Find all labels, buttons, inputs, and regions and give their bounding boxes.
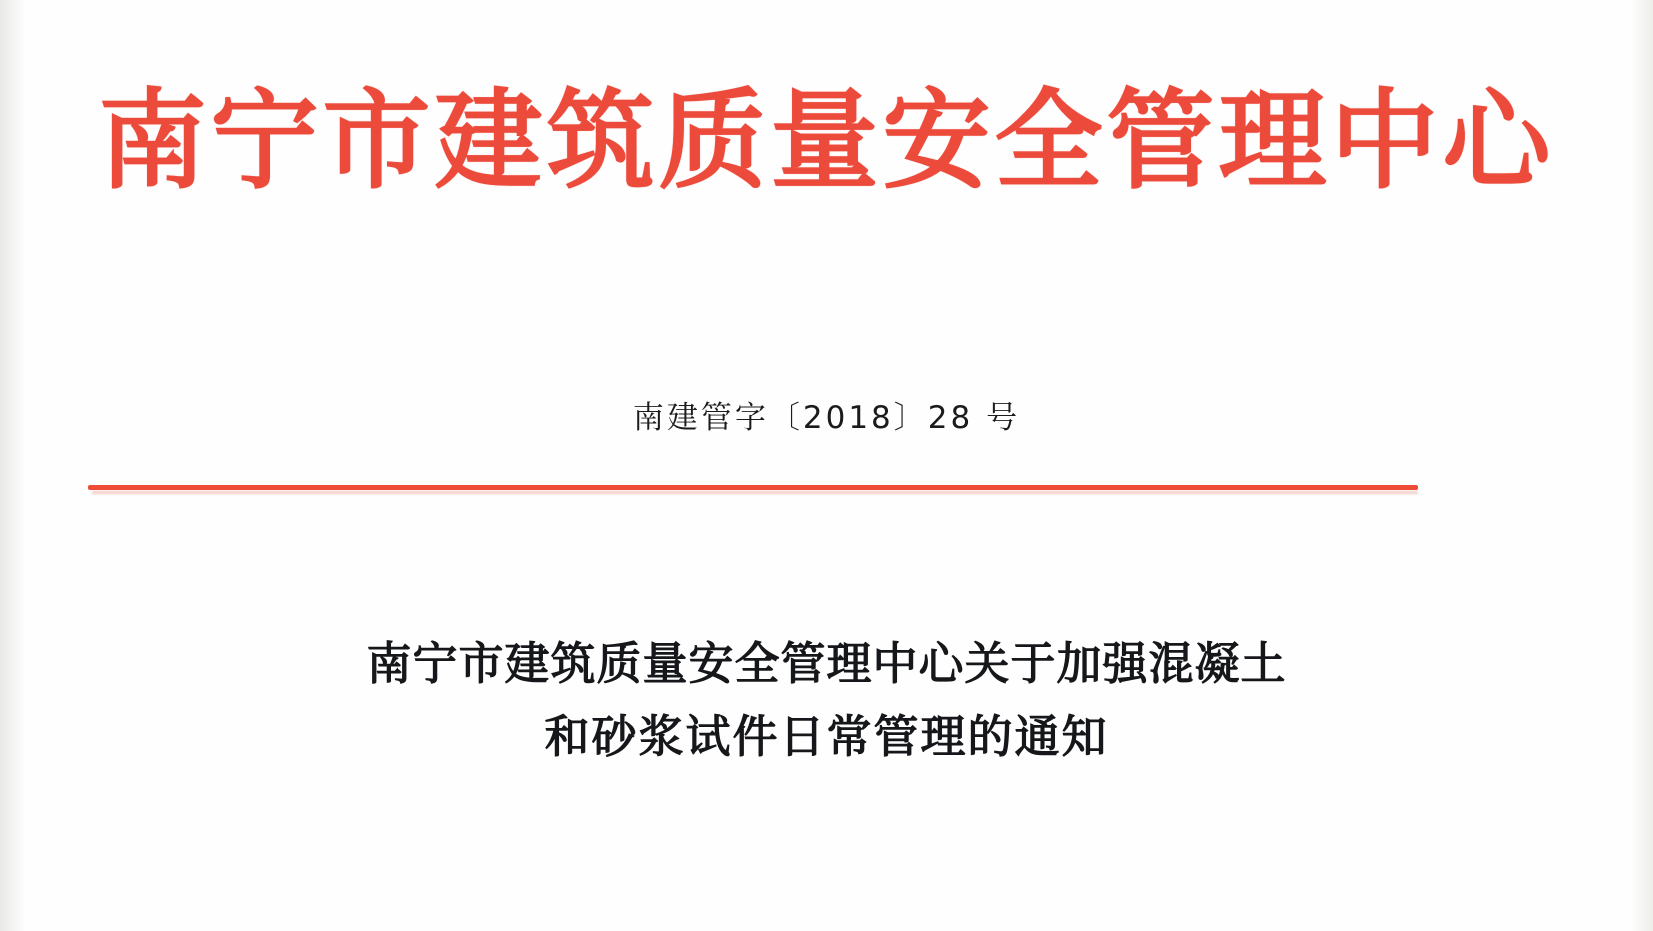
document-title-line-1: 南宁市建筑质量安全管理中心关于加强混凝土 — [366, 637, 1287, 690]
document-title-line-2: 和砂浆试件日常管理的通知 — [544, 709, 1109, 763]
header-rule-shadow — [92, 491, 1418, 494]
document-number: 南建管字〔2018〕28 号 — [632, 400, 1021, 436]
organization-masthead: 南宁市建筑质量安全管理中心 — [98, 78, 1555, 204]
document-title — [0, 628, 1653, 774]
header-red-rule — [88, 485, 1418, 490]
